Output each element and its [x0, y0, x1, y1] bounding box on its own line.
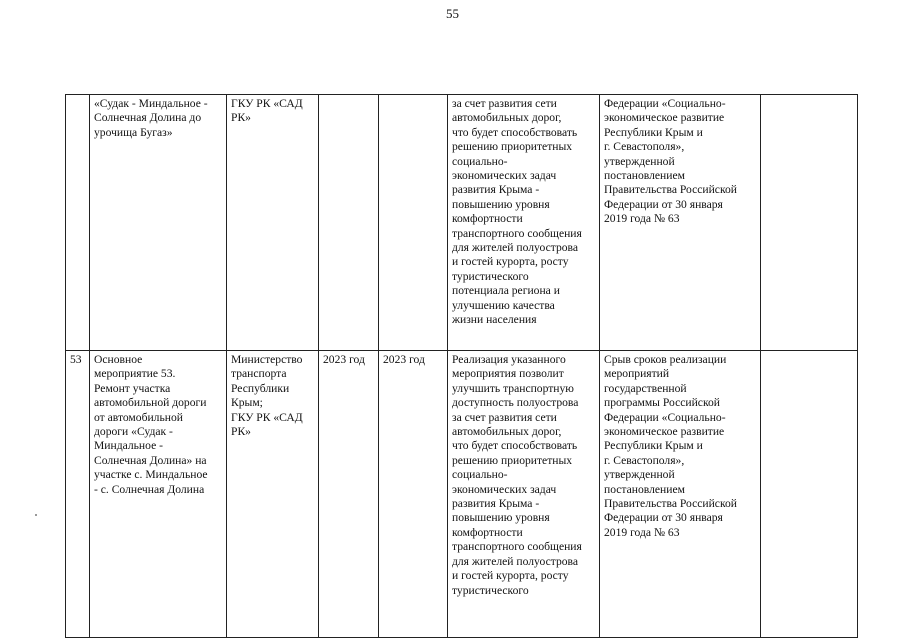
cell-text-line: доступность полуострова	[452, 396, 579, 410]
cell-text-line: для жителей полуострова	[452, 554, 579, 568]
cell-text-line: развития Крыма -	[452, 183, 540, 197]
cell-event	[90, 95, 227, 351]
cell-end	[379, 95, 448, 351]
cell-text-line: Федерации от 30 января	[604, 197, 723, 211]
cell-text-line: ГКУ РК «САД	[231, 410, 303, 424]
cell-consequences	[600, 351, 761, 638]
cell-text-line: 2019 года № 63	[604, 212, 680, 226]
cell-text-line: экономических задач	[452, 482, 557, 496]
cell-number	[66, 95, 90, 351]
cell-text-line: государственной	[604, 381, 687, 395]
cell-text-line: развития Крыма -	[452, 497, 540, 511]
cell-text-line: Крым;	[231, 396, 263, 410]
cell-text-line: за счет развития сети	[452, 97, 557, 110]
cell-text-line: что будет способствовать	[452, 125, 578, 139]
cell-text-line: социально-	[452, 154, 508, 168]
cell-number: 53	[66, 351, 90, 638]
cell-text-line: Правительства Российской	[604, 183, 737, 197]
cell-extra	[761, 351, 858, 638]
cell-text-line: потенциала региона и	[452, 284, 560, 298]
cell-end: 2023 год	[379, 351, 448, 638]
cell-text-line: и гостей курорта, росту	[452, 569, 569, 583]
cell-text-line: Основное	[94, 353, 143, 366]
cell-text-line: утвержденной	[604, 154, 675, 168]
cell-executor	[227, 351, 319, 638]
cell-text-line: Министерство	[231, 353, 303, 366]
page-number: 55	[446, 6, 459, 21]
cell-text-line: - с. Солнечная Долина	[94, 482, 205, 496]
cell-consequences	[600, 95, 761, 351]
cell-text-line: жизни населения	[452, 313, 537, 327]
cell-text-line: за счет развития сети	[452, 410, 557, 424]
cell-extra	[761, 95, 858, 351]
cell-text-line: автомобильной дороги	[94, 396, 207, 410]
cell-text-line: Миндальное -	[94, 439, 163, 453]
cell-text-line: комфортности	[452, 525, 523, 539]
cell-text-line: социально-	[452, 468, 508, 482]
cell-text-line: утвержденной	[604, 468, 675, 482]
cell-text-line: Республики Крым и	[604, 125, 703, 139]
cell-text-line: от автомобильной	[94, 410, 183, 424]
cell-text-line: решению приоритетных	[452, 140, 573, 154]
scan-speck	[35, 514, 37, 516]
cell-text-line: улучшению качества	[452, 298, 555, 312]
cell-text-line: решению приоритетных	[452, 453, 573, 467]
cell-text-line: программы Российской	[604, 396, 720, 410]
cell-text-line: экономическое развитие	[604, 425, 725, 439]
cell-text-line: мероприятие 53.	[94, 367, 176, 381]
cell-text-line: экономическое развитие	[604, 111, 725, 125]
cell-start: 2023 год	[319, 351, 379, 638]
cell-text-line: автомобильных дорог,	[452, 425, 562, 439]
cell-text-line: урочища Бугаз»	[94, 125, 173, 139]
cell-text-line: экономических задач	[452, 169, 557, 183]
cell-text-line: туристического	[452, 269, 529, 283]
cell-text-line: Ремонт участка	[94, 381, 171, 395]
cell-text-line: улучшить транспортную	[452, 381, 574, 395]
cell-text-line: Федерации «Социально-	[604, 97, 726, 110]
cell-text-line: Республики	[231, 381, 290, 395]
cell-text-line: транспортного сообщения	[452, 540, 582, 554]
cell-result	[448, 351, 600, 638]
cell-text-line: РК»	[231, 425, 251, 439]
cell-text-line: постановлением	[604, 482, 685, 496]
cell-text-line: ГКУ РК «САД	[231, 97, 303, 110]
program-events-table	[65, 94, 858, 638]
cell-text-line: постановлением	[604, 169, 685, 183]
cell-text-line: мероприятия позволит	[452, 367, 564, 381]
cell-text-line: повышению уровня	[452, 197, 550, 211]
cell-text-line: дороги «Судак -	[94, 425, 173, 439]
cell-text-line: Солнечная Долина» на	[94, 453, 207, 467]
cell-start	[319, 95, 379, 351]
cell-text-line: мероприятий	[604, 367, 670, 381]
cell-text-line: транспорта	[231, 367, 287, 381]
cell-text-line: туристического	[452, 583, 529, 597]
cell-text-line: транспортного сообщения	[452, 226, 582, 240]
cell-result	[448, 95, 600, 351]
cell-text-line: Федерации «Социально-	[604, 410, 726, 424]
cell-text-line: г. Севастополя»,	[604, 453, 685, 467]
cell-text-line: повышению уровня	[452, 511, 550, 525]
cell-text-line: для жителей полуострова	[452, 241, 579, 255]
cell-text-line: Срыв сроков реализации	[604, 353, 727, 366]
cell-text-line: участке с. Миндальное	[94, 468, 208, 482]
cell-text-line: комфортности	[452, 212, 523, 226]
cell-event	[90, 351, 227, 638]
cell-text-line: 2019 года № 63	[604, 525, 680, 539]
cell-text-line: Реализация указанного	[452, 353, 566, 366]
cell-text-line: г. Севастополя»,	[604, 140, 685, 154]
cell-text-line: автомобильных дорог,	[452, 111, 562, 125]
cell-text-line: Республики Крым и	[604, 439, 703, 453]
cell-text-line: и гостей курорта, росту	[452, 255, 569, 269]
cell-text-line: Солнечная Долина до	[94, 111, 202, 125]
cell-text-line: «Судак - Миндальное -	[94, 97, 208, 110]
table-row	[66, 351, 858, 638]
cell-text-line: Правительства Российской	[604, 497, 737, 511]
table-row	[66, 95, 858, 351]
cell-executor	[227, 95, 319, 351]
cell-text-line: Федерации от 30 января	[604, 511, 723, 525]
cell-text-line: что будет способствовать	[452, 439, 578, 453]
cell-text-line: РК»	[231, 111, 251, 125]
